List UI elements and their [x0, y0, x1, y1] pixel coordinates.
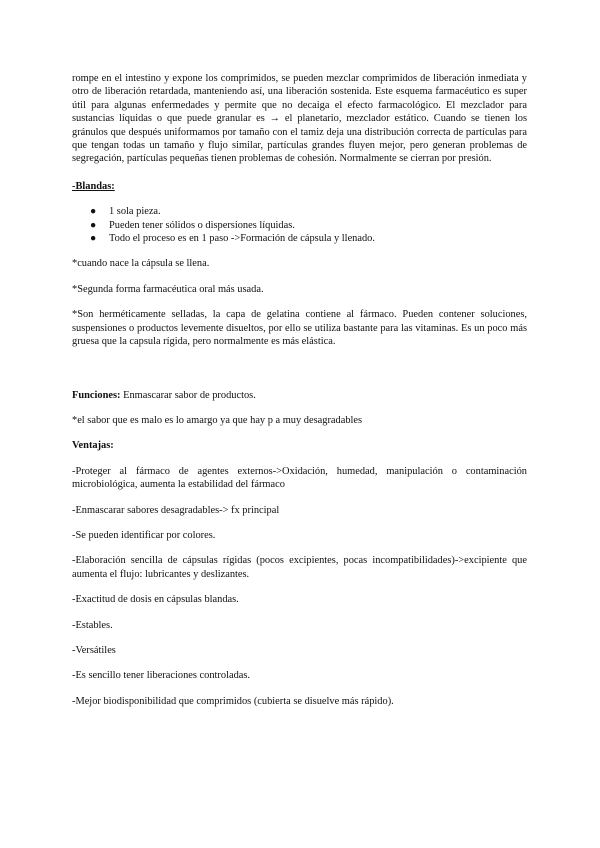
ventaja-item: -Versátiles: [72, 644, 116, 656]
funciones-text: Enmascarar sabor de productos.: [120, 389, 256, 401]
bullet-icon: ●: [90, 233, 97, 245]
bullet-icon: ●: [90, 219, 97, 231]
ventaja-item: -Exactitud de dosis en cápsulas blandas.: [72, 594, 239, 606]
funciones-label: Funciones:: [72, 389, 121, 401]
note-hermetic: *Son herméticamente selladas, la capa de gelatina contiene al fármaco. Pueden contener soluciones, suspensiones o productos levemente disueltos, por ello se utiliza bastante para las vitaminas. Es un poco más gruesa que la capsula rígida, pero normalmente es más elástica.: [72, 309, 527, 348]
funciones-line: [72, 389, 527, 402]
ventajas-heading: Ventajas:: [72, 440, 114, 452]
list-item: [72, 232, 527, 245]
list-item: [72, 219, 527, 232]
document-body: [72, 72, 527, 708]
ventaja-item: -Es sencillo tener liberaciones controladas.: [72, 670, 251, 682]
sabor-note: *el sabor que es malo es lo amargo ya que hay p a muy desagradables: [72, 414, 363, 426]
ventaja-item: -Mejor biodisponibilidad que comprimidos (cubierta se disuelve más rápido).: [72, 695, 394, 707]
note-capsule-fill: *cuando nace la cápsula se llena.: [72, 258, 210, 270]
list-item-text: 1 sola pieza.: [109, 206, 161, 218]
bullet-icon: ●: [90, 206, 97, 218]
list-item-text: Todo el proceso es en 1 paso ->Formación de cápsula y llenado.: [109, 233, 375, 245]
ventaja-item: -Elaboración sencilla de cápsulas rígidas (pocos excipientes, pocas incompatibilidades)->excipiente que aumenta el flujo: lubricantes y deslizantes.: [72, 555, 527, 580]
ventaja-item: -Enmascarar sabores desagradables-> fx principal: [72, 504, 280, 516]
intro-paragraph: rompe en el intestino y expone los comprimidos, se pueden mezclar comprimidos de liberación inmediata y otro de liberación retardada, manteniendo así, una liberación sostenida. Este esquema farmacéutico es super útil para algunas enfermedades y permite que no decaiga el efecto farmacológico. El mezclador para sustancias líquidas o que puede granular es → el planetario, mezclador estático. Cuando se tienen los gránulos que después uniformamos por tamaño con el tamiz deja una distribución correcta de partículas para que tengan todas un tamaño y flujo similar, partículas grandes fluyen mejor, pero generan problemas de segregación, partículas pequeñas tienen problemas de cohesión. Normalmente se cierran por presión.: [72, 73, 527, 165]
blandas-heading: -Blandas:: [72, 180, 115, 192]
list-item-text: Pueden tener sólidos o dispersiones líquidas.: [109, 219, 295, 231]
blandas-list: [72, 205, 527, 245]
note-second-form: *Segunda forma farmacéutica oral más usada.: [72, 283, 264, 295]
ventaja-item: -Se pueden identificar por colores.: [72, 529, 216, 541]
ventaja-item: -Estables.: [72, 619, 113, 631]
spacer: [72, 349, 527, 389]
ventaja-item: -Proteger al fármaco de agentes externos->Oxidación, humedad, manipulación o contaminación microbiológica, aumenta la estabilidad del fármaco: [72, 465, 527, 491]
list-item: [72, 205, 527, 218]
